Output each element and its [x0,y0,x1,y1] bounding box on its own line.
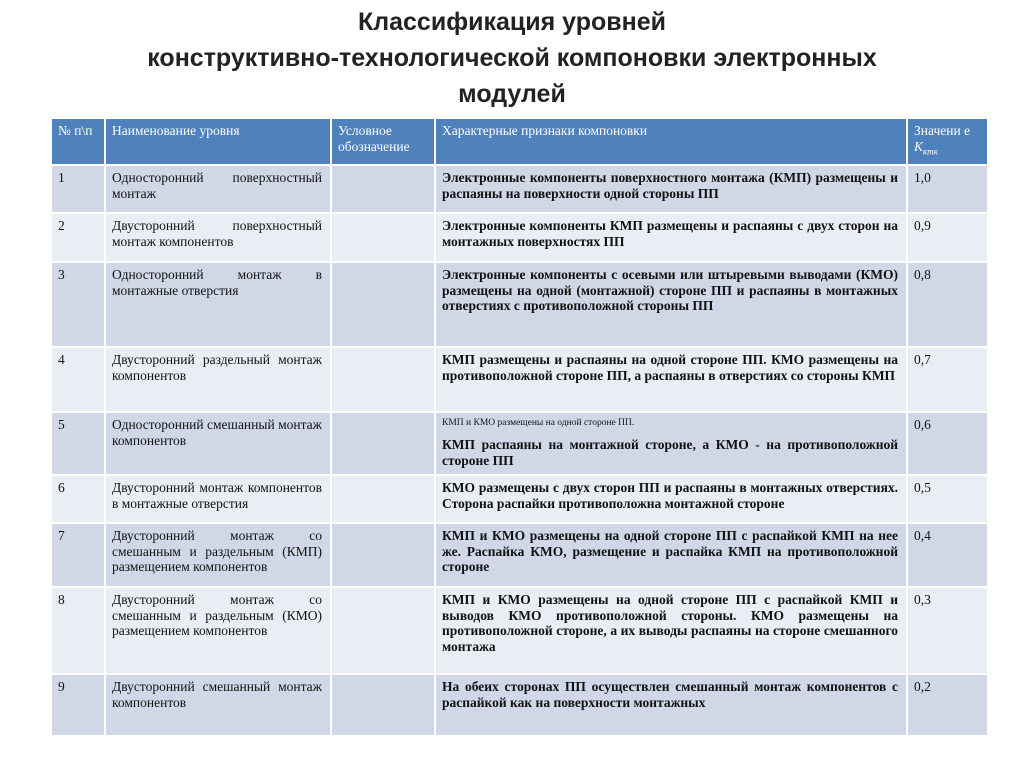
row-name: Двусторонний поверхностный монтаж компонентов [106,214,330,261]
row-features-text: Электронные компоненты поверхностного монтажа (КМП) размещены и распаяны на поверхности одной стороны ПП [442,170,898,201]
row-name: Односторонний поверхностный монтаж [106,166,330,212]
row-symbol [332,166,434,212]
row-num: 3 [52,263,104,346]
header-symbol: Условное обозначение [332,119,434,164]
row-symbol [332,476,434,522]
row-features [436,476,906,522]
row-num: 5 [52,413,104,474]
row-value: 0,7 [908,348,987,411]
row-num: 2 [52,214,104,261]
row-features [436,348,906,411]
row-num: 7 [52,524,104,586]
row-features-text: На обеих сторонах ПП осуществлен смешанный монтаж компонентов с распайкой как на поверхности монтажных [442,679,898,710]
header-num: № п\п [52,119,104,164]
row-symbol [332,524,434,586]
row-features-text: КМП размещены и распаяны на одной стороне ПП. КМО размещены на противоположной стороне ПП, а распаяны в отверстиях со стороны КМП [442,352,898,383]
row-features-text: КМП распаяны на монтажной стороне, а КМО - на противоположной стороне ПП [442,437,898,468]
row-name: Двусторонний монтаж со смешанным и раздельным (КМП) размещением компонентов [106,524,330,586]
classification-table [50,117,989,737]
row-features [436,413,906,474]
row-features [436,214,906,261]
row-features-text: Электронные компоненты КМП размещены и распаяны с двух сторон на монтажных поверхностях ПП [442,218,898,249]
row-name: Двусторонний монтаж компонентов в монтажные отверстия [106,476,330,522]
row-features-text: КМП и КМО размещены на одной стороне ПП с распайкой КМП и выводов КМО противоположной стороны. КМО размещены на противоположной стороне, а их выводы распаяны на стороне смешанного монтажа [442,592,898,654]
row-features [436,588,906,673]
row-symbol [332,214,434,261]
row-value: 0,5 [908,476,987,522]
table-row [52,214,987,261]
row-features-text: Электронные компоненты с осевыми или штыревыми выводами (КМО) размещены на одной (монтажной) стороне ПП и распаяны в монтажных отверстиях с противоположной стороны ПП [442,267,898,313]
row-value: 0,2 [908,675,987,735]
row-num: 1 [52,166,104,212]
slide-title: Классификация уровней конструктивно-технологической компоновки электронных модулей [147,8,877,108]
table-row [52,476,987,522]
row-name: Двусторонний смешанный монтаж компонентов [106,675,330,735]
row-features [436,524,906,586]
row-features-text: КМО размещены с двух сторон ПП и распаяны в монтажных отверстиях. Сторона распайки противоположна монтажной стороне [442,480,898,511]
row-num: 8 [52,588,104,673]
row-symbol [332,348,434,411]
row-features-note: КМП и КМО размещены на одной стороне ПП. [442,418,635,428]
row-num: 9 [52,675,104,735]
table-row [52,524,987,586]
header-name: Наименование уровня [106,119,330,164]
table-row [52,166,987,212]
row-features [436,166,906,212]
row-features [436,675,906,735]
header-value: Значени е $K_{ктк}$ [908,119,987,164]
row-num: 4 [52,348,104,411]
table-row [52,348,987,411]
row-name: Односторонний смешанный монтаж компонентов [106,413,330,474]
row-name: Двусторонний монтаж со смешанным и раздельным (КМО) размещением компонентов [106,588,330,673]
row-num: 6 [52,476,104,522]
row-value: 0,6 [908,413,987,474]
row-name: Двусторонний раздельный монтаж компонентов [106,348,330,411]
row-value: 1,0 [908,166,987,212]
table-header [52,119,987,164]
row-symbol [332,263,434,346]
table-row [52,675,987,735]
row-name: Односторонний монтаж в монтажные отверстия [106,263,330,346]
table-row [52,263,987,346]
row-features-text: КМП и КМО размещены на одной стороне ПП с распайкой КМП на нее же. Распайка КМО, размещение и распайка КМП на противоположной стороне [442,528,898,574]
row-value: 0,8 [908,263,987,346]
row-value: 0,9 [908,214,987,261]
table-row [52,588,987,673]
row-features [436,263,906,346]
row-symbol [332,413,434,474]
row-value: 0,4 [908,524,987,586]
row-value: 0,3 [908,588,987,673]
row-symbol [332,588,434,673]
row-symbol [332,675,434,735]
table-row [52,413,987,474]
header-features: Характерные признаки компоновки [436,119,906,164]
